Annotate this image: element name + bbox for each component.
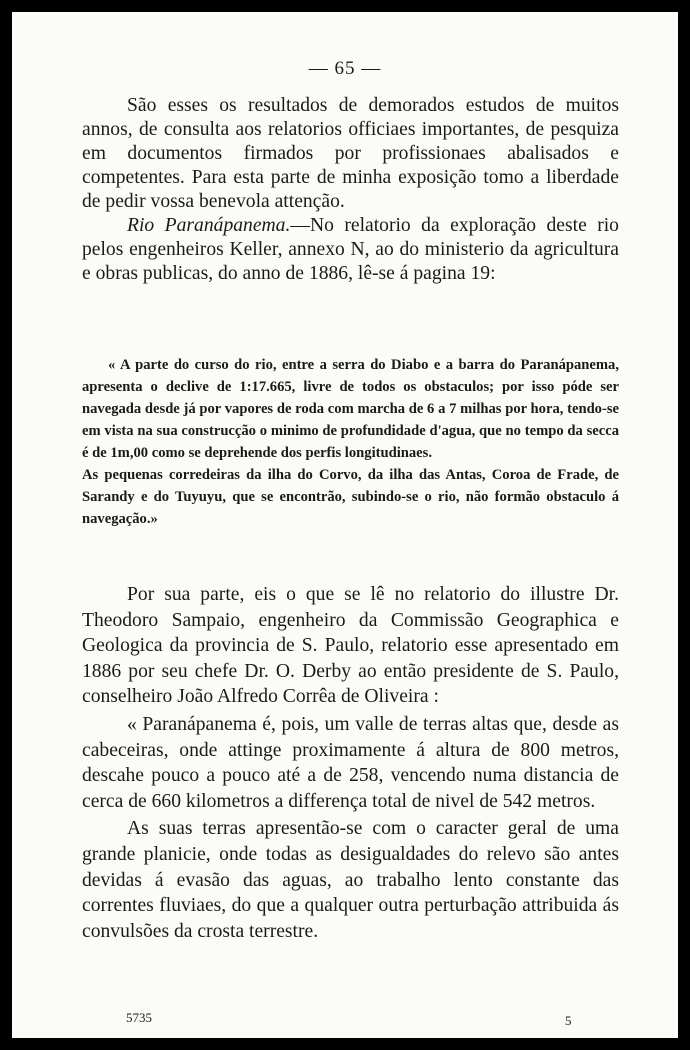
section-title: Rio Paranápanema. [127,215,291,236]
paragraph-terras: As suas terras apresentão-se com o caracter geral de uma grande planicie, onde todas as desigualdades do relevo são antes devidas á evasão das aguas, ao trabalho lento constante das correntes fluviaes, do que a qualquer outra perturbação attribuida ás convulsões da crosta terrestre. [82,818,619,942]
section-text: —No relatorio da exploração deste rio pelos engenheiros Keller, annexo N, ao do ministerio da agricultura e obras publicas, do anno de 1886, lê-se á pagina 19: [82,215,619,284]
quote-paragraph-2: As pequenas corredeiras da ilha do Corvo, da ilha das Antas, Coroa de Frade, de Sarandy e do Tuyuyu, que se encontrão, subindo-se o rio, não formão obstaculo á navegação.» [82,467,619,527]
paragraph-paranapanema: « Paranápanema é, pois, um valle de terras altas que, desde as cabeceiras, onde attinge proximamente á altura de 800 metros, descahe pouco a pouco até a de 258, vencendo numa distancia de cerca de 660 kilometros a differença total de nivel de 542 metros. [82,713,619,812]
bottom-text-block [82,582,619,944]
paragraph-sampaio: Por sua parte, eis o que se lê no relatorio do illustre Dr. Theodoro Sampaio, engenheiro da Commissão Geographica e Geologica da provincia de S. Paulo, relatorio esse apresentado em 1886 por seu chefe Dr. O. Derby ao então presidente de S. Paulo, conselheiro João Alfredo Corrêa de Oliveira : [82,584,619,708]
page-number: — 65 — [308,58,382,79]
paragraph-section [82,214,619,286]
block-quote [82,354,619,530]
top-text-block [82,94,619,286]
document-page [12,12,678,1038]
paragraph-intro: São esses os resultados de demorados estudos de muitos annos, de consulta aos relatorios officiaes importantes, de pesquiza em documentos firmados por profissionaes abalisados e competentes. Para esta parte de minha exposição tomo a liberdade de pedir vossa benevola attenção. [82,95,619,212]
quote-paragraph-1: « A parte do curso do rio, entre a serra do Diabo e a barra do Paranápanema, apresenta o declive de 1:17.665, livre de todos os obstaculos; por isso póde ser navegada desde já por vapores de roda com marcha de 6 a 7 milhas por hora, tendo-se em vista na sua construcção o minimo de profundidade d'agua, que no tempo da secca é de 1m,00 como se deprehende dos perfis longitudinaes. [82,357,619,461]
signature-mark: 5 [565,1013,572,1028]
print-code: 5735 [126,1010,152,1025]
